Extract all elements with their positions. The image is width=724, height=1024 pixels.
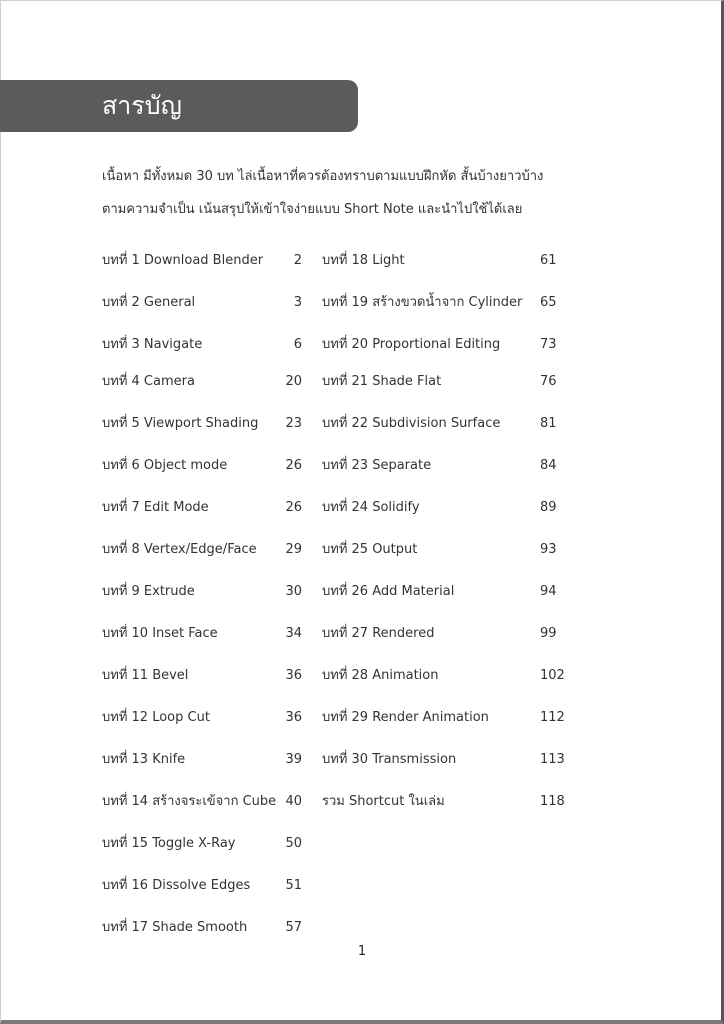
page-number: 1 (357, 944, 367, 959)
toc-entry (102, 615, 302, 657)
toc-entry-page: 50 (285, 836, 302, 851)
toc-entry-title: รวม Shortcut ในเล่ม (322, 794, 445, 809)
toc-entry-title: บทที่ 6 Object mode (102, 458, 228, 473)
toc-entry-title: บทที่ 14 สร้างจระเข้จาก Cube (102, 794, 277, 809)
toc-entry (322, 699, 565, 741)
toc-entry (102, 783, 302, 825)
toc-entry (322, 405, 565, 447)
toc-entry (322, 573, 565, 615)
toc-entry (102, 326, 302, 363)
toc-entry-page: 84 (540, 458, 557, 473)
toc-right-column (322, 242, 565, 825)
toc-left-column (102, 242, 302, 951)
toc-entry-page: 40 (285, 794, 302, 809)
toc-entry (102, 405, 302, 447)
toc-entry-page: 20 (285, 374, 302, 389)
toc-entry-page: 99 (540, 626, 557, 641)
toc-entry-title: บทที่ 11 Bevel (102, 668, 189, 683)
toc-entry-title: บทที่ 28 Animation (322, 668, 439, 683)
toc-entry-title: บทที่ 27 Rendered (322, 626, 435, 641)
toc-entry-page: 73 (540, 337, 557, 352)
toc-entry-page: 23 (285, 416, 302, 431)
toc-entry-title: บทที่ 30 Transmission (322, 752, 457, 767)
toc-entry-title: บทที่ 26 Add Material (322, 584, 455, 599)
toc-entry (102, 447, 302, 489)
toc-entry-title: บทที่ 8 Vertex/Edge/Face (102, 542, 257, 557)
toc-entry (102, 867, 302, 909)
toc-entry (102, 699, 302, 741)
toc-entry-title: บทที่ 21 Shade Flat (322, 374, 442, 389)
toc-entry-title: บทที่ 9 Extrude (102, 584, 195, 599)
toc-entry (322, 489, 565, 531)
title-banner (0, 80, 358, 132)
toc-entry-title: บทที่ 24 Solidify (322, 500, 420, 515)
intro-line: ตามความจำเป็น เน้นสรุปให้เข้าใจง่ายแบบ Short Note และนำไปใช้ได้เลย (102, 202, 523, 217)
toc-entry-title: บทที่ 18 Light (322, 253, 405, 268)
toc-entry-title: บทที่ 1 Download Blender (102, 253, 264, 268)
toc-entry-page: 36 (285, 710, 302, 725)
intro-line: เนื้อหา มีทั้งหมด 30 บท ไล่เนื้อหาที่ควรต้องทราบตามแบบฝึกหัด สั้นบ้างยาวบ้าง (102, 169, 544, 184)
toc-entry (102, 531, 302, 573)
toc-entry-page: 118 (540, 794, 565, 809)
toc-entry-title: บทที่ 10 Inset Face (102, 626, 218, 641)
toc-entry-page: 26 (285, 500, 302, 515)
toc-entry-page: 26 (285, 458, 302, 473)
toc-entry-title: บทที่ 29 Render Animation (322, 710, 489, 725)
toc-entry-title: บทที่ 15 Toggle X-Ray (102, 836, 236, 851)
toc-entry (102, 284, 302, 326)
toc-entry (322, 284, 565, 326)
toc-entry-title: บทที่ 23 Separate (322, 458, 432, 473)
toc-entry (322, 242, 565, 284)
toc-entry-page: 30 (285, 584, 302, 599)
toc-entry-title: บทที่ 20 Proportional Editing (322, 337, 501, 352)
toc-entry-page: 29 (285, 542, 302, 557)
toc-entry-page: 93 (540, 542, 557, 557)
toc-entry-title: บทที่ 17 Shade Smooth (102, 920, 248, 935)
toc-entry (322, 615, 565, 657)
toc-entry-page: 76 (540, 374, 557, 389)
toc-entry-page: 65 (540, 295, 557, 310)
toc-entry-page: 102 (540, 668, 565, 683)
toc-entry-title: บทที่ 4 Camera (102, 374, 195, 389)
toc-entry (102, 741, 302, 783)
toc-entry-page: 61 (540, 253, 557, 268)
toc-entry-page: 3 (293, 295, 302, 310)
toc-entry-title: บทที่ 25 Output (322, 542, 418, 557)
toc-entry (322, 657, 565, 699)
toc-entry-page: 94 (540, 584, 557, 599)
toc-entry (102, 825, 302, 867)
toc-entry (322, 447, 565, 489)
toc-entry (102, 242, 302, 284)
toc-entry-title: บทที่ 19 สร้างขวดน้ำจาก Cylinder (322, 295, 523, 310)
toc-entry-page: 81 (540, 416, 557, 431)
toc-entry-title: บทที่ 3 Navigate (102, 337, 203, 352)
toc-entry (322, 531, 565, 573)
toc-entry-page: 34 (285, 626, 302, 641)
toc-entry (322, 326, 565, 363)
toc-entry-page: 57 (285, 920, 302, 935)
toc-entry-title: บทที่ 16 Dissolve Edges (102, 878, 251, 893)
toc-entry (102, 363, 302, 405)
toc-entry (322, 363, 565, 405)
toc-entry (102, 489, 302, 531)
toc-entry-title: บทที่ 5 Viewport Shading (102, 416, 259, 431)
toc-entry-title: บทที่ 7 Edit Mode (102, 500, 209, 515)
toc-entry-title: บทที่ 12 Loop Cut (102, 710, 210, 725)
toc-entry-page: 112 (540, 710, 565, 725)
toc-entry-page: 113 (540, 752, 565, 767)
intro-paragraph (102, 160, 542, 226)
toc-entry-page: 36 (285, 668, 302, 683)
toc-entry (322, 783, 565, 825)
toc-entry-page: 6 (293, 337, 302, 352)
toc-entry-page: 2 (293, 253, 302, 268)
toc-entry-title: บทที่ 2 General (102, 295, 196, 310)
toc-entry-page: 89 (540, 500, 557, 515)
toc-entry (102, 657, 302, 699)
page-title: สารบัญ (102, 91, 182, 120)
toc-entry-title: บทที่ 22 Subdivision Surface (322, 416, 501, 431)
toc-entry (102, 573, 302, 615)
toc-entry-title: บทที่ 13 Knife (102, 752, 186, 767)
toc-entry-page: 51 (285, 878, 302, 893)
toc-entry-page: 39 (285, 752, 302, 767)
toc-entry (322, 741, 565, 783)
